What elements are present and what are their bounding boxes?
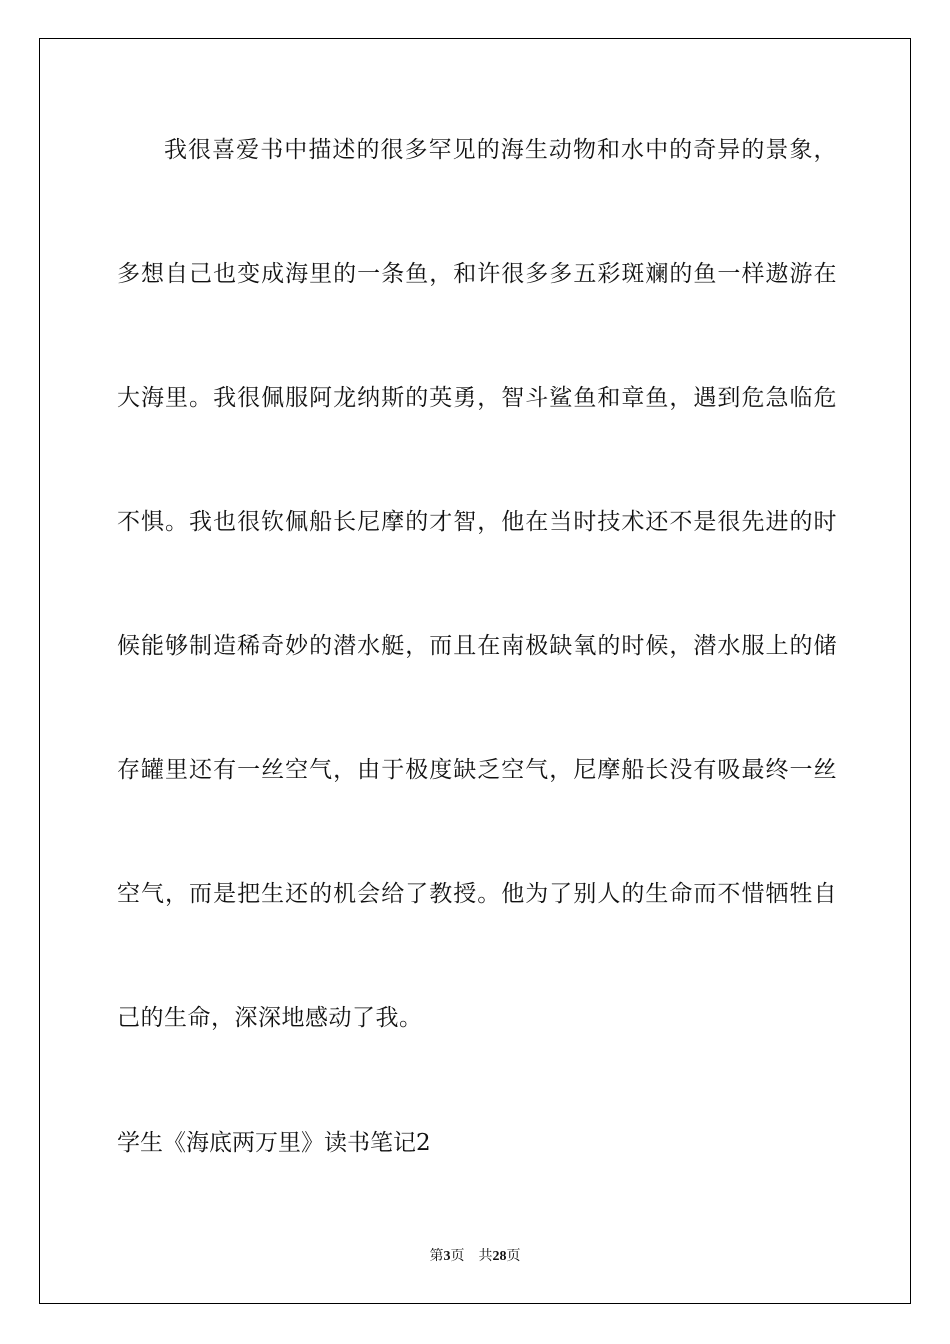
paragraph-line-7: 空气，而是把生还的机会给了教授。他为了别人的生命而不惜牺牲自 bbox=[117, 881, 837, 907]
page-footer bbox=[0, 1247, 950, 1267]
section-heading: 学生《海底两万里》读书笔记2 bbox=[117, 1130, 431, 1156]
footer-page-prefix: 第 bbox=[429, 1249, 444, 1264]
footer-page-suffix: 页 bbox=[450, 1249, 465, 1264]
footer-total-prefix: 共 bbox=[478, 1249, 493, 1264]
paragraph-line-6: 存罐里还有一丝空气，由于极度缺乏空气，尼摩船长没有吸最终一丝 bbox=[117, 757, 837, 783]
footer-page-number: 3 bbox=[443, 1249, 451, 1264]
paragraph-line-8: 己的生命，深深地感动了我。 bbox=[117, 1005, 423, 1031]
paragraph-line-4: 不惧。我也很钦佩船长尼摩的才智，他在当时技术还不是很先进的时 bbox=[117, 509, 837, 535]
paragraph-line-5: 候能够制造稀奇妙的潜水艇，而且在南极缺氧的时候，潜水服上的储 bbox=[117, 633, 837, 659]
paragraph-line-2: 多想自己也变成海里的一条鱼，和许很多多五彩斑斓的鱼一样遨游在 bbox=[117, 261, 837, 287]
footer-total-suffix: 页 bbox=[506, 1249, 521, 1264]
footer-total-pages: 28 bbox=[492, 1249, 507, 1264]
paragraph-line-1: 我很喜爱书中描述的很多罕见的海生动物和水中的奇异的景象， bbox=[164, 137, 837, 163]
paragraph-line-3: 大海里。我很佩服阿龙纳斯的英勇，智斗鲨鱼和章鱼，遇到危急临危 bbox=[117, 385, 837, 411]
page-border bbox=[39, 38, 911, 1304]
